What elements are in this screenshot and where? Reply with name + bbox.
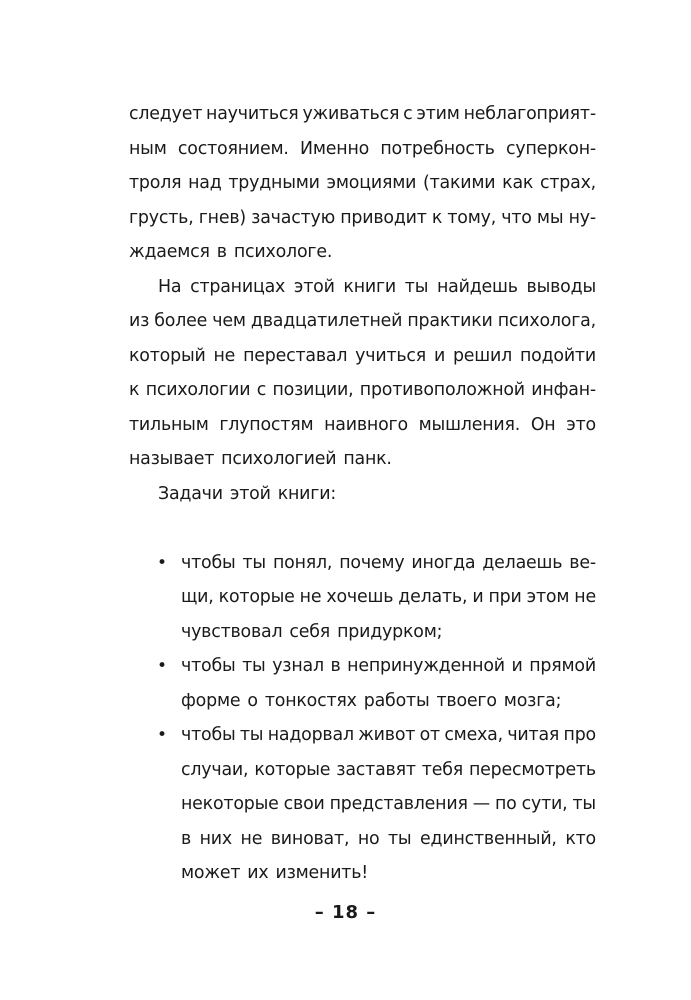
text-line: грусть, гнев) зачастую приводит к тому, что мы ну-: [129, 207, 596, 228]
list-item: [129, 718, 596, 891]
text-line: чтобы ты узнал в непринужденной и прямой: [181, 656, 596, 676]
text-line: называет психологией панк.: [129, 449, 392, 469]
paragraph-2: [129, 270, 596, 477]
text-line: ждаемся в психологе.: [129, 242, 333, 262]
text-line: к психологии с позиции, противоположной инфан-: [129, 380, 596, 400]
bullet-icon: •: [157, 656, 167, 676]
bullet-icon: •: [157, 725, 167, 745]
text-line: из более чем двадцатилетней практики психолога,: [129, 311, 596, 331]
text-line: чтобы ты надорвал живот от смеха, читая про: [181, 725, 596, 745]
paragraph-3: [129, 477, 596, 512]
text-line: случаи, которые заставят тебя пересмотреть: [181, 759, 596, 780]
paragraph-1: [129, 97, 596, 270]
body-text: [129, 97, 596, 891]
list-item: [129, 649, 596, 718]
text-line: тильным глупостям наивного мышления. Он это: [129, 414, 596, 435]
text-line: в них не виноват, но ты единственный, кто: [181, 828, 596, 849]
text-line: форме о тонкостях работы твоего мозга;: [181, 690, 562, 711]
list-item: [129, 546, 596, 650]
text-line: следует научиться уживаться с этим неблагоприят-: [129, 104, 596, 124]
text-line: щи, которые не хочешь делать, и при этом не: [181, 587, 596, 607]
text-line: На страницах этой книги ты найдешь выводы: [158, 276, 596, 297]
text-line: ным состоянием. Именно потребность суперкон-: [129, 138, 596, 159]
bullet-list: [129, 546, 596, 891]
text-line: может их изменить!: [181, 863, 369, 883]
text-line: Задачи этой книги:: [158, 483, 336, 504]
text-line: чтобы ты понял, почему иногда делаешь ве-: [181, 552, 596, 573]
bullet-icon: •: [157, 552, 167, 573]
text-line: некоторые свои представления — по сути, ты: [181, 794, 596, 814]
text-line: чувствовал себя придурком;: [181, 621, 443, 642]
spacer: [129, 511, 596, 546]
text-line: который не переставал учиться и решил подойти: [129, 345, 596, 366]
page-number: – 18 –: [314, 902, 377, 923]
text-line: троля над трудными эмоциями (такими как страх,: [129, 173, 596, 193]
